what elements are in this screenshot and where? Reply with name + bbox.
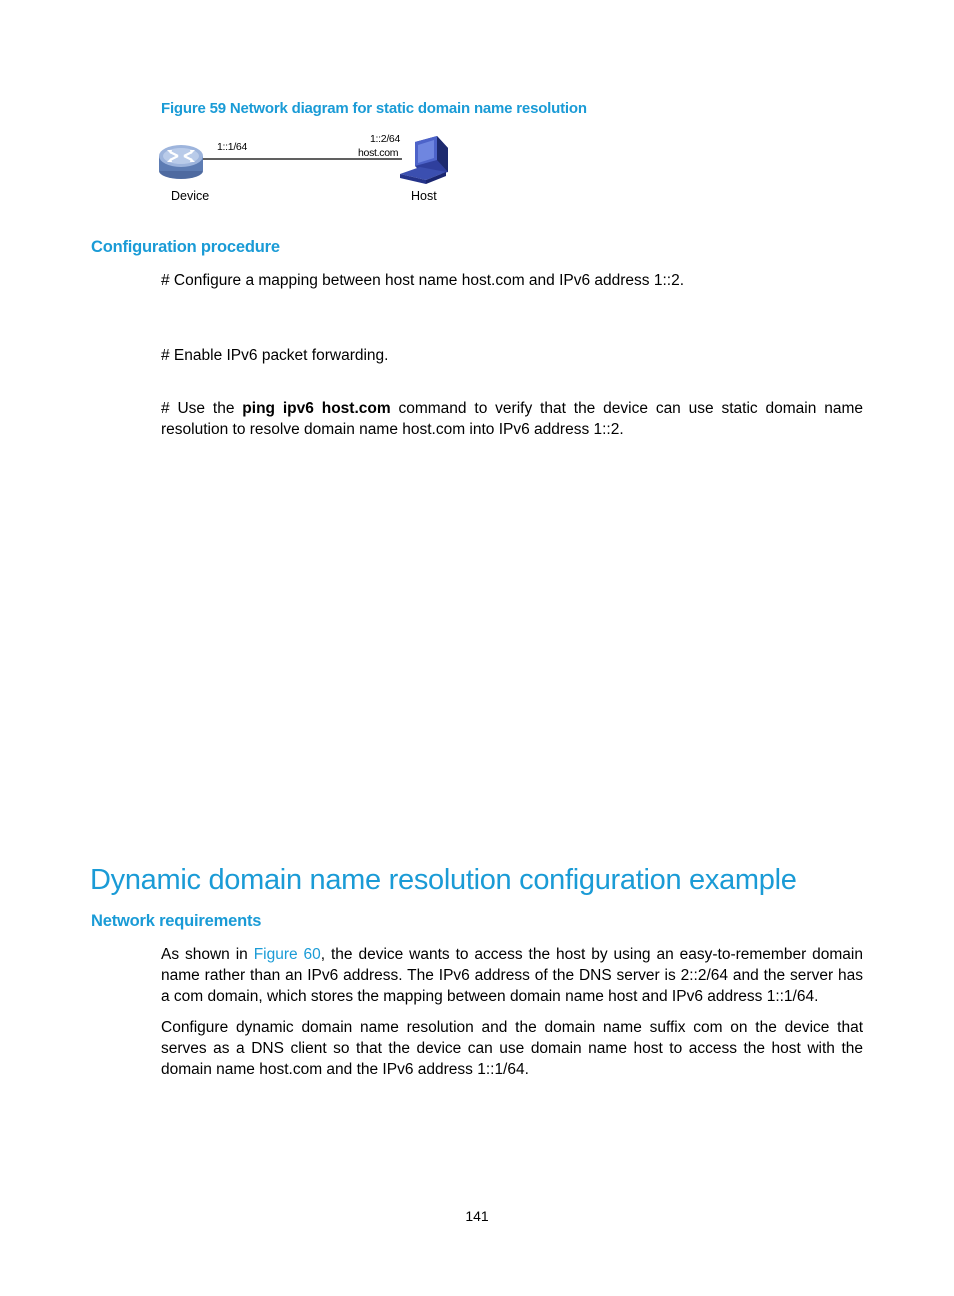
config-step-1: # Configure a mapping between host name host.com and IPv6 address 1::2. — [161, 272, 685, 289]
step3-suffix: command to verify that the device can use static domain name resolution to resolve domain name host.com into IPv6 address 1::2. — [161, 400, 863, 438]
configuration-procedure-heading: Configuration procedure — [91, 238, 280, 256]
router-icon — [159, 145, 203, 179]
para1-suffix: , the device wants to access the host by using an easy-to-remember domain name rather than an IPv6 address. The IPv6 address of the DNS server is 2::2/64 and the server has a com domain, which stores the mapping between domain name host and IPv6 address 1::1/64. — [161, 946, 863, 1005]
host-label: Host — [411, 189, 437, 203]
section-title: Dynamic domain name resolution configuration example — [90, 864, 797, 896]
ping-command: ping ipv6 host.com — [242, 400, 391, 417]
para1-prefix: As shown in — [161, 946, 254, 963]
host-pc-icon — [400, 136, 448, 184]
network-requirements-heading: Network requirements — [91, 912, 262, 930]
config-step-3 — [161, 398, 863, 440]
figure-caption: Figure 59 Network diagram for static domain name resolution — [161, 100, 587, 117]
page-number: 141 — [465, 1208, 489, 1224]
requirements-paragraph-1 — [161, 944, 863, 1007]
figure-60-link[interactable]: Figure 60 — [253, 946, 321, 963]
device-label: Device — [171, 189, 210, 203]
config-step-2: # Enable IPv6 packet forwarding. — [161, 347, 389, 364]
device-port-label: 1::1/64 — [217, 141, 248, 153]
host-port-label: 1::2/64 — [370, 133, 401, 145]
step3-prefix: # Use the — [161, 400, 243, 417]
host-name-label: host.com — [358, 147, 399, 159]
requirements-paragraph-2: Configure dynamic domain name resolution and the domain name suffix com on the device that serves as a DNS client so that the device can use domain name host to access the host with the domain name host.com and the IPv6 address 1::1/64. — [161, 1019, 863, 1078]
